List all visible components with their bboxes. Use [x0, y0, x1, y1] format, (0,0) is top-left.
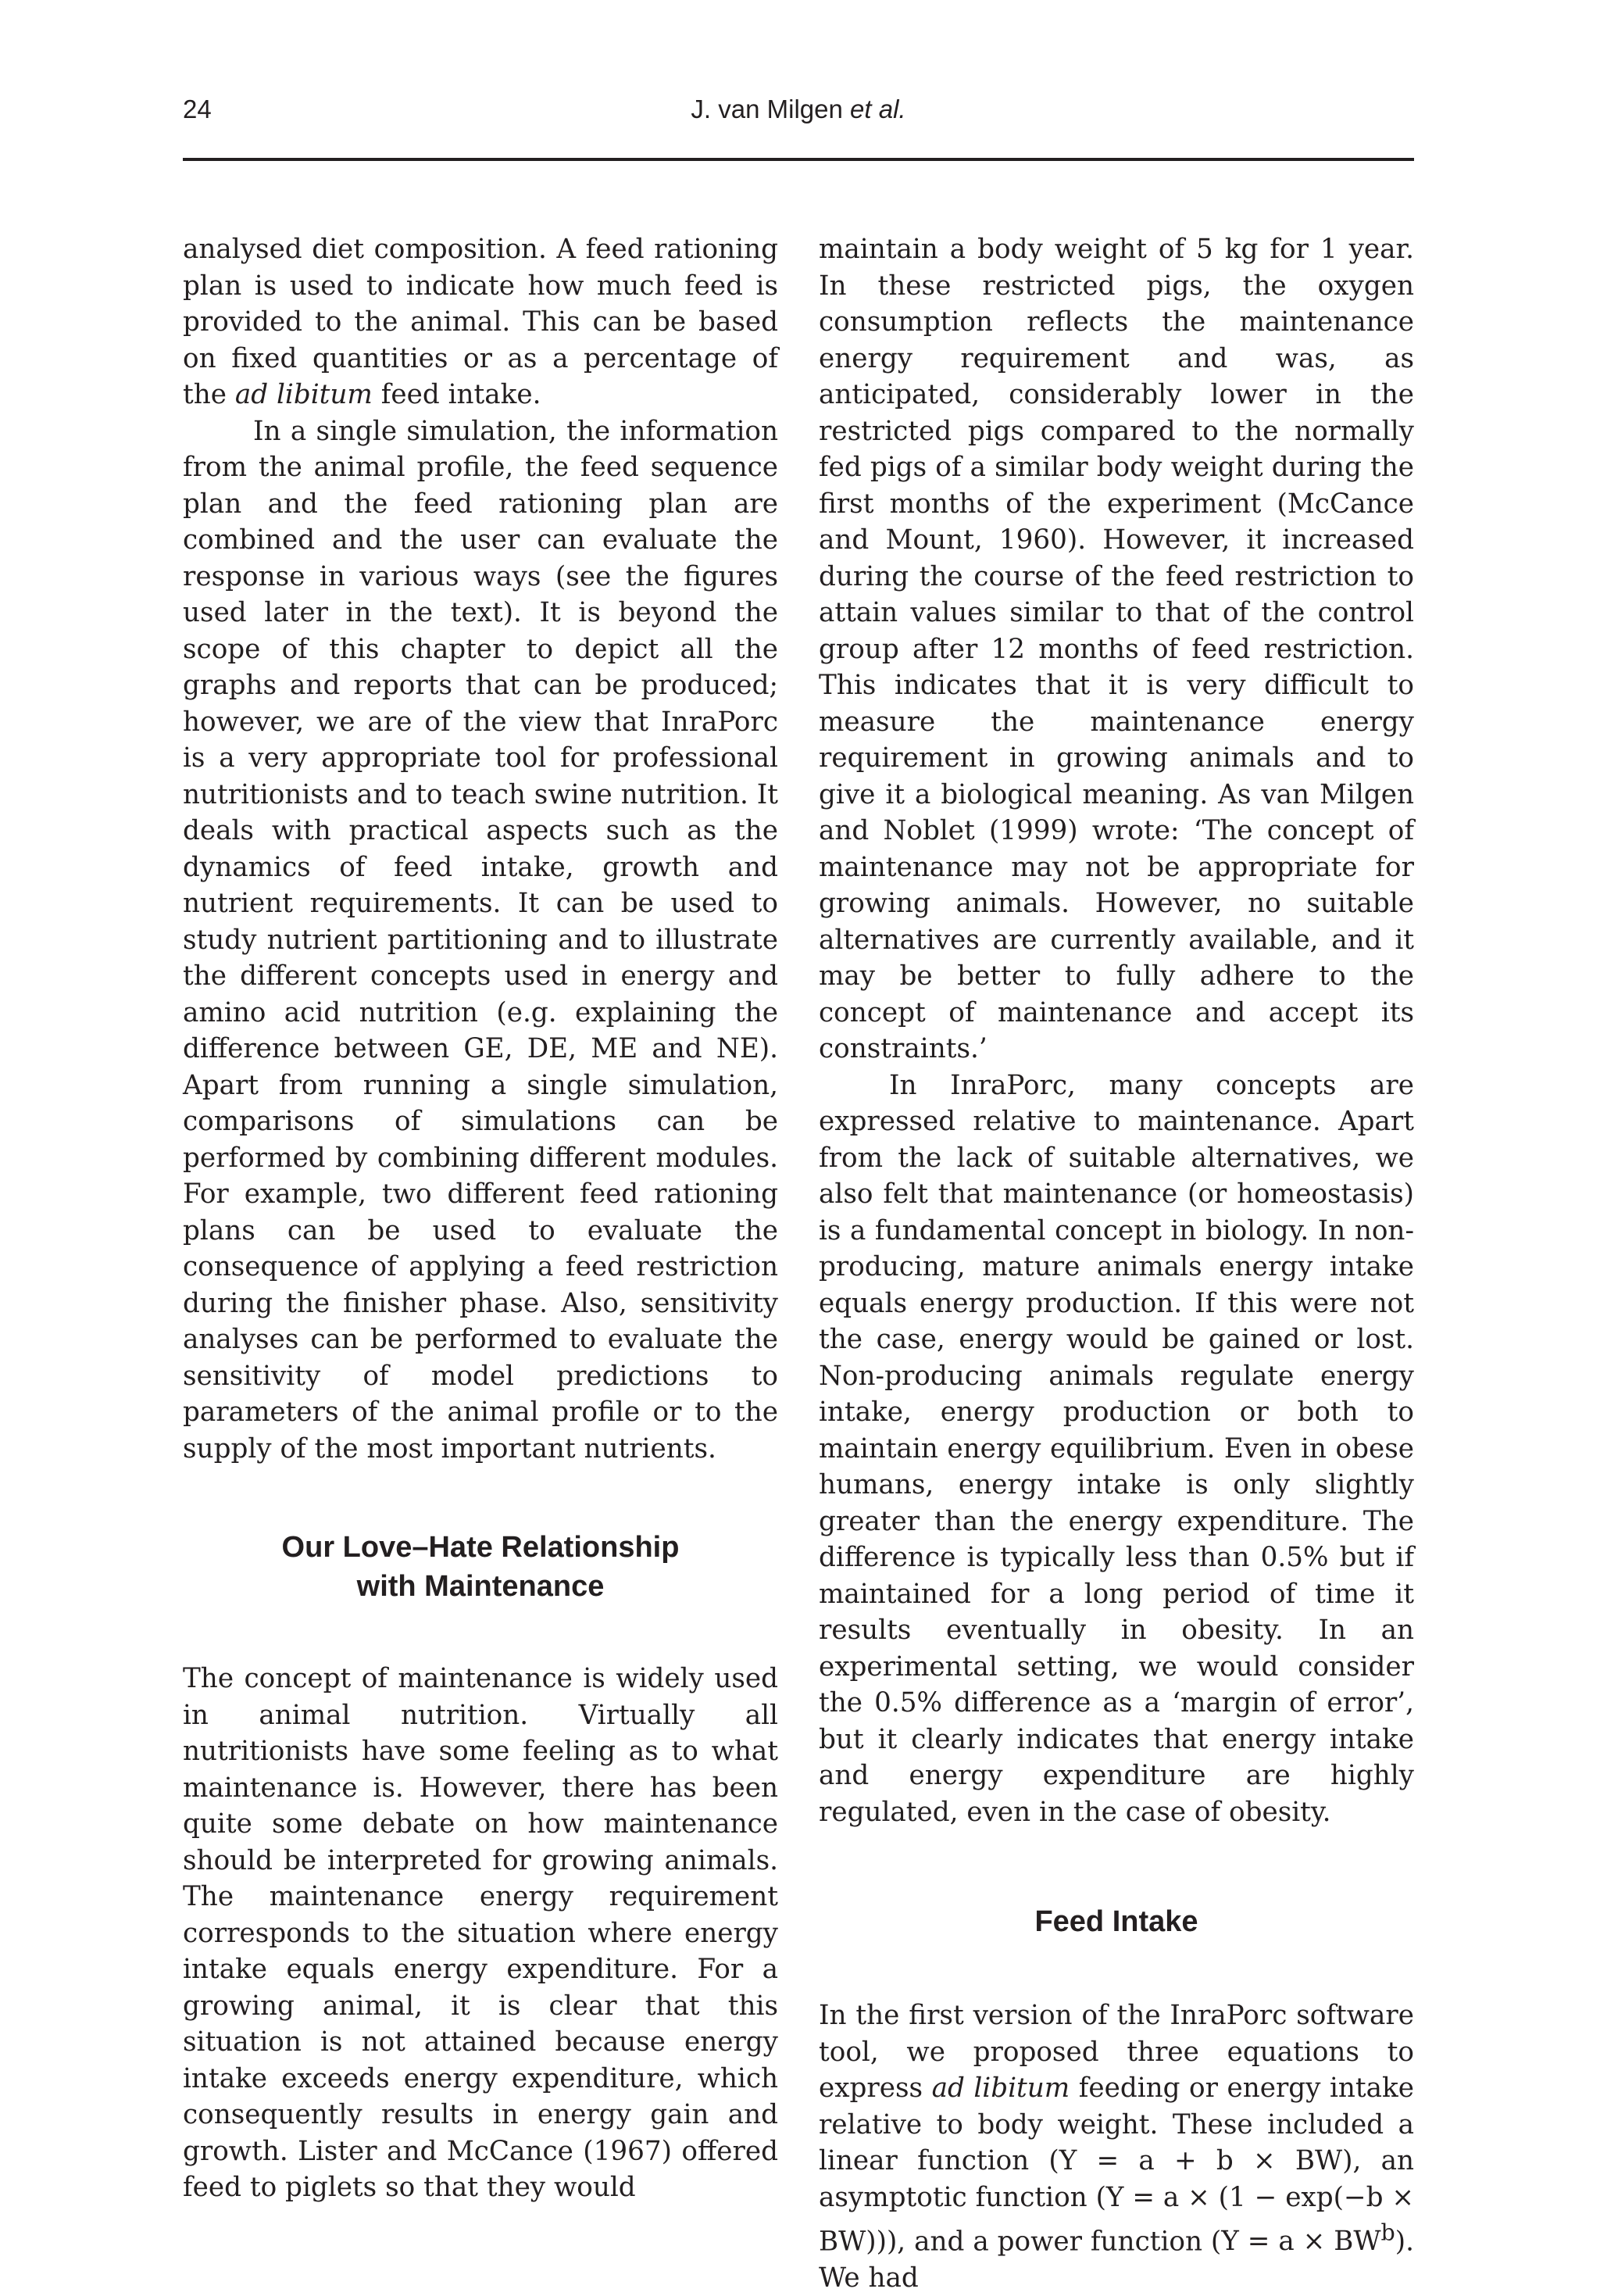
- page-number: 24: [183, 95, 212, 123]
- text-run: analysed diet composition. A feed rationing plan is used to indicate how much feed is provided to the animal. This can be based on fixed quantities or as a percentage of the: [183, 234, 778, 410]
- text-run: ), and a power function (: [886, 2226, 1222, 2258]
- text-run: feed intake.: [372, 379, 541, 410]
- running-head-etal: et al.: [850, 95, 906, 123]
- running-header: [183, 92, 1414, 161]
- section-heading-maintenance: [183, 1528, 778, 1606]
- heading-line: Our Love–Hate Relationship: [281, 1531, 680, 1564]
- text-run: feeding or energy intake relative to body weight. These included a linear function (: [819, 2072, 1415, 2176]
- section-heading-feed-intake: Feed Intake: [1034, 1905, 1198, 1938]
- equation-power: [1221, 2220, 1395, 2258]
- equation-power-exponent: b: [1380, 2220, 1395, 2246]
- heading-line: with Maintenance: [356, 1570, 605, 1603]
- paragraph: maintain a body weight of 5 kg for 1 year. In these restricted pigs, the oxygen consumption reflects the maintenance energy requirement and was, as anticipated, considerably lower in the restricted pigs compared to the normally fed pigs of a similar body weight during the first months of the experiment (McCance and Mount, 1960). However, it increased during the course of the feed restriction to attain values similar to that of the control group after 12 months of feed restriction. This indicates that it is very difficult to measure the maintenance energy requirement in growing animals and to give it a biological meaning. As van Milgen and Noblet (1999) wrote: ‘The concept of maintenance may not be appropriate for growing animals. However, no suitable alternatives are currently available, and it may be better to fully adhere to the concept of maintenance and accept its constraints.’: [819, 234, 1414, 1064]
- paragraph: [183, 231, 778, 413]
- text-run: ), an asymptotic function (: [819, 2145, 1414, 2213]
- italic-text: ad libitum: [931, 2072, 1070, 2104]
- paragraph: [819, 1997, 1414, 2296]
- equation-power-base: Y = a × BW: [1221, 2226, 1381, 2258]
- running-head-authors: J. van Milgen: [691, 95, 843, 123]
- equation-linear: Y = a + b × BW: [1059, 2145, 1343, 2176]
- left-column: [183, 231, 778, 2206]
- equation-asymptotic: Y = a × (1 − exp(−b × BW)): [819, 2181, 1414, 2258]
- right-column: [819, 231, 1414, 2296]
- paragraph: In a single simulation, the information from the animal profile, the feed sequence plan and the feed rationing plan are combined and the user can evaluate the response in various ways (see the figures used later in the text). It is beyond the scope of this chapter to depict all the graphs and reports that can be produced; however, we are of the view that InraPorc is a very appropriate tool for professional nutritionists and to teach swine nutrition. It deals with practical aspects such as the dynamics of feed intake, growth and nutrient requirements. It can be used to study nutrient partitioning and to illustrate the different concepts used in energy and amino acid nutrition (e.g. explaining the difference between GE, DE, ME and NE). Apart from running a single simulation, comparisons of simulations can be performed by combining different modules. For example, two different feed rationing plans can be used to evaluate the consequence of applying a feed restriction during the finisher phase. Also, sensitivity analyses can be performed to evaluate the sensitivity of model predictions to parameters of the animal profile or to the supply of the most important nutrients.: [183, 415, 778, 1465]
- paragraph: The concept of maintenance is widely used in animal nutrition. Virtually all nutritionists have some feeling as to what maintenance is. However, there has been quite some debate on how maintenance should be interpreted for growing animals. The maintenance energy requirement corresponds to the situation where energy intake equals energy expenditure. For a growing animal, it is clear that this situation is not attained because energy intake exceeds energy expenditure, which consequently results in energy gain and growth. Lister and McCance (1967) offered feed to piglets so that they would: [183, 1663, 778, 2203]
- italic-text: ad libitum: [234, 379, 373, 410]
- running-head: [183, 92, 1414, 127]
- text-run: ). We had: [819, 2226, 1414, 2294]
- text-run: In the first version of the InraPorc software tool, we proposed three equations to express: [819, 2000, 1414, 2104]
- paragraph: In InraPorc, many concepts are expressed relative to maintenance. Apart from the lack of suitable alternatives, we also felt that maintenance (or homeostasis) is a fundamental concept in biology. In non-producing, mature animals energy intake equals energy production. If this were not the case, energy would be gained or lost. Non-producing animals regulate energy intake, energy production or both to maintain energy equilibrium. Even in obese humans, energy intake is only slightly greater than the energy expenditure. The difference is typically less than 0.5% but if maintained for a long period of time it results eventually in obesity. In an experimental setting, we would consider the 0.5% difference as a ‘margin of error’, but it clearly indicates that energy intake and energy expenditure are highly regulated, even in the case of obesity.: [819, 1069, 1414, 1828]
